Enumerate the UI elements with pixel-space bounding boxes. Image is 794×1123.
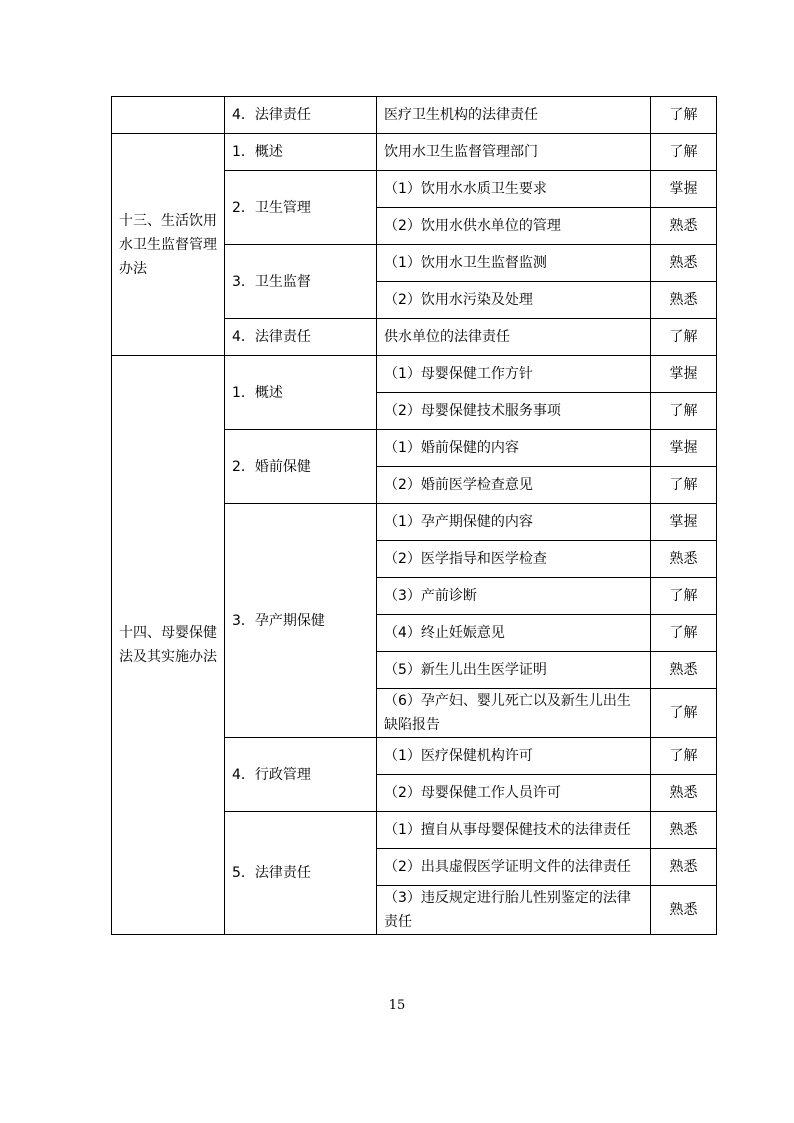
- content-cell: 饮用水卫生监督管理部门: [377, 134, 651, 171]
- content-cell: （2）婚前医学检查意见: [377, 467, 651, 504]
- requirement-cell: 了解: [651, 393, 717, 430]
- requirement-cell: 了解: [651, 97, 717, 134]
- topic-cell: 4．行政管理: [225, 738, 377, 812]
- content-cell: （5）新生儿出生医学证明: [377, 652, 651, 689]
- requirement-cell: 了解: [651, 467, 717, 504]
- topic-cell: 2．婚前保健: [225, 430, 377, 504]
- content-cell: （1）婚前保健的内容: [377, 430, 651, 467]
- requirement-cell: 了解: [651, 319, 717, 356]
- content-cell: （2）饮用水供水单位的管理: [377, 208, 651, 245]
- content-cell: （1）饮用水水质卫生要求: [377, 171, 651, 208]
- requirement-cell: 熟悉: [651, 208, 717, 245]
- content-cell: （1）医疗保健机构许可: [377, 738, 651, 775]
- content-cell: （1）母婴保健工作方针: [377, 356, 651, 393]
- requirement-cell: 了解: [651, 689, 717, 738]
- topic-cell: 4．法律责任: [225, 97, 377, 134]
- content-cell: （1）饮用水卫生监督监测: [377, 245, 651, 282]
- table-row: [112, 97, 717, 134]
- requirement-cell: 了解: [651, 578, 717, 615]
- requirement-cell: 熟悉: [651, 849, 717, 886]
- content-cell: （1）孕产期保健的内容: [377, 504, 651, 541]
- requirement-cell: 熟悉: [651, 886, 717, 935]
- unit-cell-empty: [112, 97, 225, 134]
- table-row: [112, 356, 717, 393]
- content-cell: （3）违反规定进行胎儿性别鉴定的法律责任: [377, 886, 651, 935]
- unit-title-14: 十四、母婴保健法及其实施办法: [112, 356, 225, 935]
- requirement-cell: 熟悉: [651, 282, 717, 319]
- content-cell: 医疗卫生机构的法律责任: [377, 97, 651, 134]
- requirement-cell: 熟悉: [651, 775, 717, 812]
- requirement-cell: 熟悉: [651, 652, 717, 689]
- content-cell: 供水单位的法律责任: [377, 319, 651, 356]
- requirement-cell: 熟悉: [651, 541, 717, 578]
- content-cell: （2）医学指导和医学检查: [377, 541, 651, 578]
- requirement-cell: 了解: [651, 615, 717, 652]
- content-cell: （6）孕产妇、婴儿死亡以及新生儿出生缺陷报告: [377, 689, 651, 738]
- requirement-cell: 了解: [651, 134, 717, 171]
- requirement-cell: 了解: [651, 738, 717, 775]
- topic-cell: 5．法律责任: [225, 812, 377, 935]
- topic-cell: 4．法律责任: [225, 319, 377, 356]
- requirement-cell: 掌握: [651, 171, 717, 208]
- requirement-cell: 掌握: [651, 356, 717, 393]
- content-cell: （2）饮用水污染及处理: [377, 282, 651, 319]
- page-number: 15: [388, 998, 406, 1013]
- syllabus-table: [111, 96, 717, 935]
- content-cell: （2）母婴保健工作人员许可: [377, 775, 651, 812]
- topic-cell: 3．卫生监督: [225, 245, 377, 319]
- content-cell: （4）终止妊娠意见: [377, 615, 651, 652]
- content-cell: （2）母婴保健技术服务事项: [377, 393, 651, 430]
- content-cell: （2）出具虚假医学证明文件的法律责任: [377, 849, 651, 886]
- requirement-cell: 掌握: [651, 430, 717, 467]
- table-row: [112, 134, 717, 171]
- topic-cell: 2．卫生管理: [225, 171, 377, 245]
- requirement-cell: 熟悉: [651, 812, 717, 849]
- topic-cell: 1．概述: [225, 134, 377, 171]
- topic-cell: 3．孕产期保健: [225, 504, 377, 738]
- requirement-cell: 熟悉: [651, 245, 717, 282]
- unit-title-13: 十三、生活饮用水卫生监督管理办法: [112, 134, 225, 356]
- content-cell: （3）产前诊断: [377, 578, 651, 615]
- topic-cell: 1．概述: [225, 356, 377, 430]
- requirement-cell: 掌握: [651, 504, 717, 541]
- content-cell: （1）擅自从事母婴保健技术的法律责任: [377, 812, 651, 849]
